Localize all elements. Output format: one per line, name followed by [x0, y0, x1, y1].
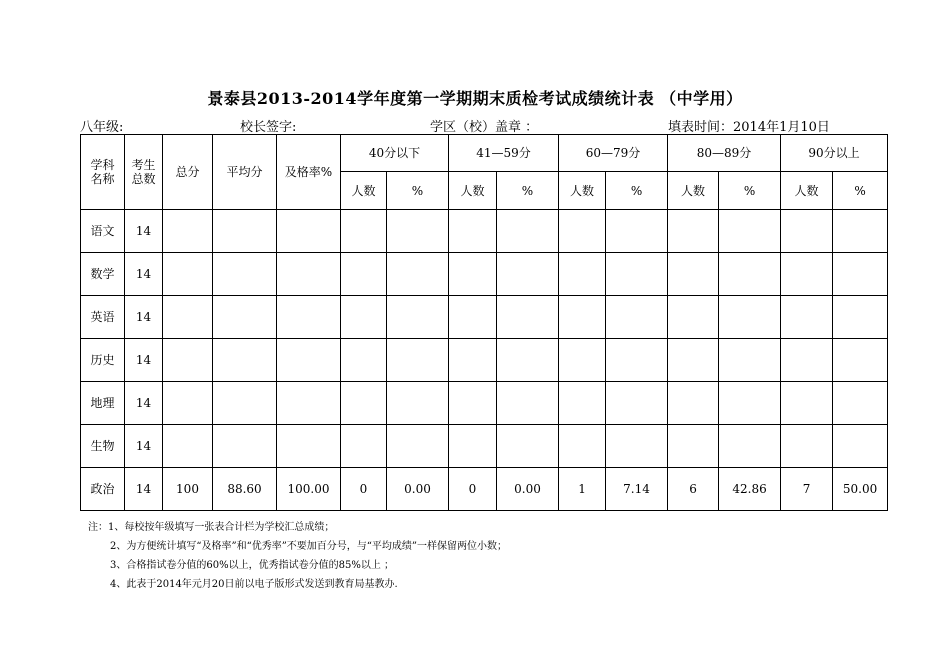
header-count: 人数	[781, 172, 833, 210]
cell-subject: 历史	[81, 339, 125, 382]
cell-range-count	[341, 253, 387, 296]
cell-range-count	[559, 210, 606, 253]
footnote-2: 2、为方便统计填写“及格率”和“优秀率”不要加百分号，与“平均成绩”一样保留两位小数；	[110, 541, 508, 552]
cell-range-count: 0	[341, 468, 387, 511]
table-row	[81, 253, 888, 296]
table-row	[81, 339, 888, 382]
header-range-5: 90分以上	[781, 135, 888, 172]
cell-pass-rate	[277, 210, 341, 253]
cell-range-count	[781, 339, 833, 382]
cell-range-count	[341, 382, 387, 425]
cell-examinees: 14	[125, 296, 163, 339]
cell-range-percent	[606, 253, 668, 296]
footnote-4: 4、此表于2014年元月20日前以电子版形式发送到教育局基教办.	[110, 579, 398, 590]
cell-range-count	[341, 425, 387, 468]
header-pass-rate: 及格率%	[277, 135, 341, 210]
cell-examinees: 14	[125, 253, 163, 296]
footnote-3: 3、合格指试卷分值的60%以上，优秀指试卷分值的85%以上 ；	[110, 560, 394, 571]
footnotes	[88, 518, 507, 594]
cell-range-count	[341, 296, 387, 339]
cell-range-percent	[606, 382, 668, 425]
cell-range-percent: 0.00	[497, 468, 559, 511]
school-stamp-label: 学区（校）盖章 ：	[430, 120, 539, 135]
header-percent: %	[719, 172, 781, 210]
cell-range-percent	[833, 210, 888, 253]
header-percent: %	[606, 172, 668, 210]
principal-signature-label: 校长签字:	[240, 120, 297, 135]
cell-range-percent	[497, 425, 559, 468]
cell-range-count: 6	[668, 468, 719, 511]
cell-range-percent	[833, 382, 888, 425]
header-subject-line1: 学科	[90, 158, 115, 172]
cell-range-percent	[497, 210, 559, 253]
cell-range-percent	[833, 253, 888, 296]
cell-total	[163, 210, 213, 253]
cell-range-percent	[719, 253, 781, 296]
cell-examinees: 14	[125, 425, 163, 468]
cell-range-percent: 42.86	[719, 468, 781, 511]
cell-average	[213, 296, 277, 339]
cell-range-percent	[606, 339, 668, 382]
cell-examinees: 14	[125, 382, 163, 425]
cell-examinees: 14	[125, 210, 163, 253]
cell-range-percent	[387, 425, 449, 468]
header-percent: %	[387, 172, 449, 210]
cell-subject: 政治	[81, 468, 125, 511]
cell-total	[163, 382, 213, 425]
cell-range-percent	[833, 425, 888, 468]
cell-average	[213, 339, 277, 382]
cell-range-percent	[606, 210, 668, 253]
cell-pass-rate	[277, 339, 341, 382]
cell-examinees: 14	[125, 339, 163, 382]
cell-range-percent	[719, 210, 781, 253]
cell-range-percent	[833, 296, 888, 339]
fill-date-label: 填表时间：2014年1月10日	[668, 120, 830, 135]
cell-range-count	[781, 425, 833, 468]
cell-range-count	[449, 382, 497, 425]
cell-range-count	[559, 382, 606, 425]
header-subject-line2: 名称	[90, 172, 115, 186]
cell-total	[163, 253, 213, 296]
cell-subject: 生物	[81, 425, 125, 468]
cell-range-percent: 0.00	[387, 468, 449, 511]
header-examinees	[125, 135, 163, 210]
cell-subject: 数学	[81, 253, 125, 296]
cell-pass-rate	[277, 425, 341, 468]
header-examinees-line1: 考生	[131, 158, 156, 172]
cell-range-percent	[387, 382, 449, 425]
cell-range-count	[449, 425, 497, 468]
cell-average	[213, 425, 277, 468]
cell-total	[163, 296, 213, 339]
cell-average: 88.60	[213, 468, 277, 511]
header-count: 人数	[668, 172, 719, 210]
grade-label: 八年级:	[80, 120, 124, 135]
cell-range-count	[559, 425, 606, 468]
cell-range-count	[668, 425, 719, 468]
cell-range-count	[668, 382, 719, 425]
header-count: 人数	[449, 172, 497, 210]
cell-pass-rate	[277, 382, 341, 425]
cell-range-count: 1	[559, 468, 606, 511]
document-title: 景泰县2013-2014学年度第一学期期末质检考试成绩统计表 （中学用）	[207, 89, 743, 108]
table-row	[81, 210, 888, 253]
cell-range-count	[449, 253, 497, 296]
cell-examinees: 14	[125, 468, 163, 511]
cell-range-percent	[387, 210, 449, 253]
cell-range-count	[781, 382, 833, 425]
cell-average	[213, 382, 277, 425]
footnote-1: 注：1、每校按年级填写一张表合计栏为学校汇总成绩；	[88, 522, 335, 533]
cell-range-percent: 50.00	[833, 468, 888, 511]
cell-range-count	[341, 210, 387, 253]
cell-average	[213, 210, 277, 253]
cell-range-percent	[606, 296, 668, 339]
cell-range-count	[449, 210, 497, 253]
header-subject	[81, 135, 125, 210]
header-average: 平均分	[213, 135, 277, 210]
cell-range-count	[449, 296, 497, 339]
score-statistics-table	[80, 134, 888, 511]
cell-range-percent	[497, 296, 559, 339]
cell-range-count	[668, 253, 719, 296]
cell-subject: 语文	[81, 210, 125, 253]
cell-range-count	[449, 339, 497, 382]
cell-range-percent	[719, 296, 781, 339]
cell-average	[213, 253, 277, 296]
cell-range-count	[668, 296, 719, 339]
cell-range-percent	[833, 339, 888, 382]
cell-range-count	[668, 339, 719, 382]
cell-range-percent	[387, 339, 449, 382]
table-row	[81, 425, 888, 468]
cell-range-count	[781, 210, 833, 253]
header-examinees-line2: 总数	[131, 172, 156, 186]
header-percent: %	[497, 172, 559, 210]
cell-range-percent	[719, 382, 781, 425]
table-row	[81, 382, 888, 425]
cell-range-percent	[719, 425, 781, 468]
table-row	[81, 468, 888, 511]
header-total: 总分	[163, 135, 213, 210]
cell-total: 100	[163, 468, 213, 511]
cell-range-count	[781, 253, 833, 296]
cell-range-count: 0	[449, 468, 497, 511]
cell-range-percent	[497, 339, 559, 382]
cell-range-count	[559, 339, 606, 382]
cell-total	[163, 425, 213, 468]
header-row-ranges	[81, 135, 888, 172]
cell-subject: 英语	[81, 296, 125, 339]
cell-range-count	[668, 210, 719, 253]
cell-range-percent: 7.14	[606, 468, 668, 511]
cell-pass-rate	[277, 253, 341, 296]
header-range-3: 60—79分	[559, 135, 668, 172]
cell-total	[163, 339, 213, 382]
cell-range-percent	[606, 425, 668, 468]
cell-range-count	[559, 253, 606, 296]
cell-range-count	[781, 296, 833, 339]
header-count: 人数	[341, 172, 387, 210]
cell-pass-rate	[277, 296, 341, 339]
cell-range-percent	[387, 296, 449, 339]
cell-range-percent	[497, 253, 559, 296]
header-range-1: 40分以下	[341, 135, 449, 172]
cell-range-percent	[497, 382, 559, 425]
header-range-4: 80—89分	[668, 135, 781, 172]
cell-range-percent	[387, 253, 449, 296]
cell-range-count	[559, 296, 606, 339]
header-range-2: 41—59分	[449, 135, 559, 172]
cell-pass-rate: 100.00	[277, 468, 341, 511]
cell-subject: 地理	[81, 382, 125, 425]
cell-range-count	[341, 339, 387, 382]
cell-range-percent	[719, 339, 781, 382]
table-row	[81, 296, 888, 339]
cell-range-count: 7	[781, 468, 833, 511]
header-count: 人数	[559, 172, 606, 210]
header-percent: %	[833, 172, 888, 210]
